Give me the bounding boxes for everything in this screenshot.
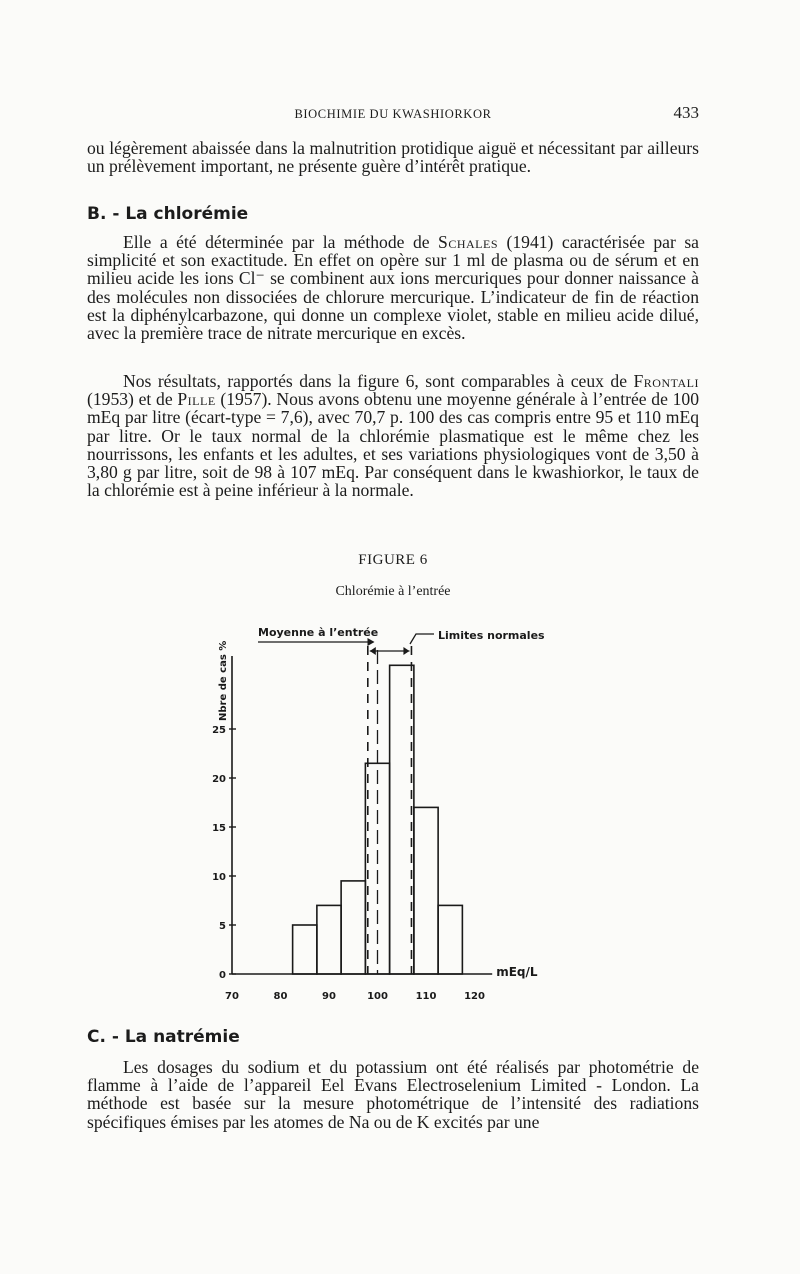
y-tick-label: 15 bbox=[212, 823, 226, 834]
figure-label: FIGURE 6 bbox=[358, 552, 428, 568]
histogram-bar bbox=[390, 665, 414, 974]
section-c-letter: C. - bbox=[87, 1027, 119, 1047]
chart-axes bbox=[232, 656, 492, 974]
y-axis-label: Nbre de cas % bbox=[218, 640, 229, 721]
histogram-bar bbox=[317, 905, 341, 974]
section-b-paragraph-1 bbox=[87, 233, 699, 342]
x-tick-label: 120 bbox=[464, 991, 485, 1002]
section-c-paragraph-1: Les dosages du sodium et du potassium ont été réalisés par photométrie de flamme à l’aide de l’appareil Eel Evans Electroselenium Limited - London. La méthode est basée sur la mesure photométrique de l’intensité des radiations spécifiques émises par les atomes de Na ou de K excités par une bbox=[87, 1057, 699, 1132]
y-tick-label: 25 bbox=[212, 725, 226, 736]
para1-text-a: Elle a été déterminée par la méthode de bbox=[123, 232, 439, 252]
running-title: BIOCHIMIE DU KWASHIORKOR bbox=[294, 107, 492, 121]
para1-text-b: (1941) caractérisée par sa simplicité et son exactitude. En effet on opère sur 1 ml de plasma ou de sérum et en milieu acide les ions Cl⁻ se combinent aux ions mercuriques pour donner naissance à des molécules non dissociées de chlorure mercurique. L’indicateur de fin de réaction est la diphénylcarbazone, qui donne un complexe violet, stable en milieu acide dilué, avec la première trace de nitrate mercurique en excès. bbox=[87, 232, 699, 344]
x-axis-label: mEq/L bbox=[496, 965, 538, 979]
figure-caption: Chlorémie à l’entrée bbox=[335, 584, 451, 599]
y-tick-label: 10 bbox=[212, 872, 226, 883]
x-tick-label: 80 bbox=[273, 991, 288, 1002]
author-pille: Pille bbox=[177, 389, 216, 410]
histogram-bar bbox=[414, 807, 438, 974]
page-number: 433 bbox=[673, 103, 699, 122]
running-head bbox=[87, 103, 699, 127]
opening-paragraph: ou légèrement abaissée dans la malnutrition protidique aiguë et nécessitant par ailleurs un prélèvement important, ne présente guère d’intérêt pratique. bbox=[87, 138, 699, 177]
histogram-bar bbox=[341, 881, 365, 974]
author-frontali: Frontali bbox=[633, 371, 699, 391]
para2-text-a: Nos résultats, rapportés dans la figure 6, sont comparables à ceux de bbox=[123, 371, 634, 391]
x-tick-label: 110 bbox=[415, 991, 437, 1002]
section-c-title: La natrémie bbox=[124, 1027, 240, 1047]
histogram-chart bbox=[200, 618, 580, 1018]
mean-annotation: Moyenne à l’entrée bbox=[258, 626, 379, 639]
x-tick-label: 90 bbox=[322, 991, 336, 1002]
limits-span-arrowhead-right bbox=[403, 647, 409, 655]
y-tick-label: 0 bbox=[219, 970, 226, 981]
section-b-title: La chlorémie bbox=[125, 204, 249, 224]
section-b-heading bbox=[87, 204, 248, 224]
section-b-letter: B. - bbox=[87, 204, 120, 224]
author-schales: Schales bbox=[438, 232, 499, 252]
histogram-bar bbox=[438, 905, 462, 974]
section-b-paragraph-2 bbox=[87, 372, 699, 499]
y-tick-label: 20 bbox=[212, 774, 226, 785]
para2-text-b: (1953) et de bbox=[87, 389, 178, 410]
x-tick-label: 70 bbox=[225, 991, 239, 1002]
chart-ticks bbox=[212, 725, 485, 1002]
para2-text-c: (1957). Nous avons obtenu une moyenne générale à l’entrée de 100 mEq par litre (écart-type = 7,6), avec 70,7 p. 100 des cas compris entre 95 et 110 mEq par litre. Or le taux normal de la chlorémie plasmatique est le même chez les nourrissons, les enfants et les adultes, et ses variations physiologiques vont de 3,50 à 3,80 g par litre, soit de 98 à 107 mEq. Par conséquent dans le kwashiorkor, le taux de la chlorémie est à peine inférieur à la normale. bbox=[87, 389, 700, 501]
limits-annotation: Limites normales bbox=[438, 629, 545, 642]
histogram-bar bbox=[293, 925, 317, 974]
mean-annotation-arrowhead bbox=[368, 638, 375, 646]
chart-annotations bbox=[218, 626, 545, 979]
limits-span-arrowhead-left bbox=[370, 647, 376, 655]
section-c-heading bbox=[87, 1027, 240, 1047]
y-tick-label: 5 bbox=[219, 921, 226, 932]
x-tick-label: 100 bbox=[367, 991, 388, 1002]
limits-annotation-arrow bbox=[410, 634, 434, 644]
